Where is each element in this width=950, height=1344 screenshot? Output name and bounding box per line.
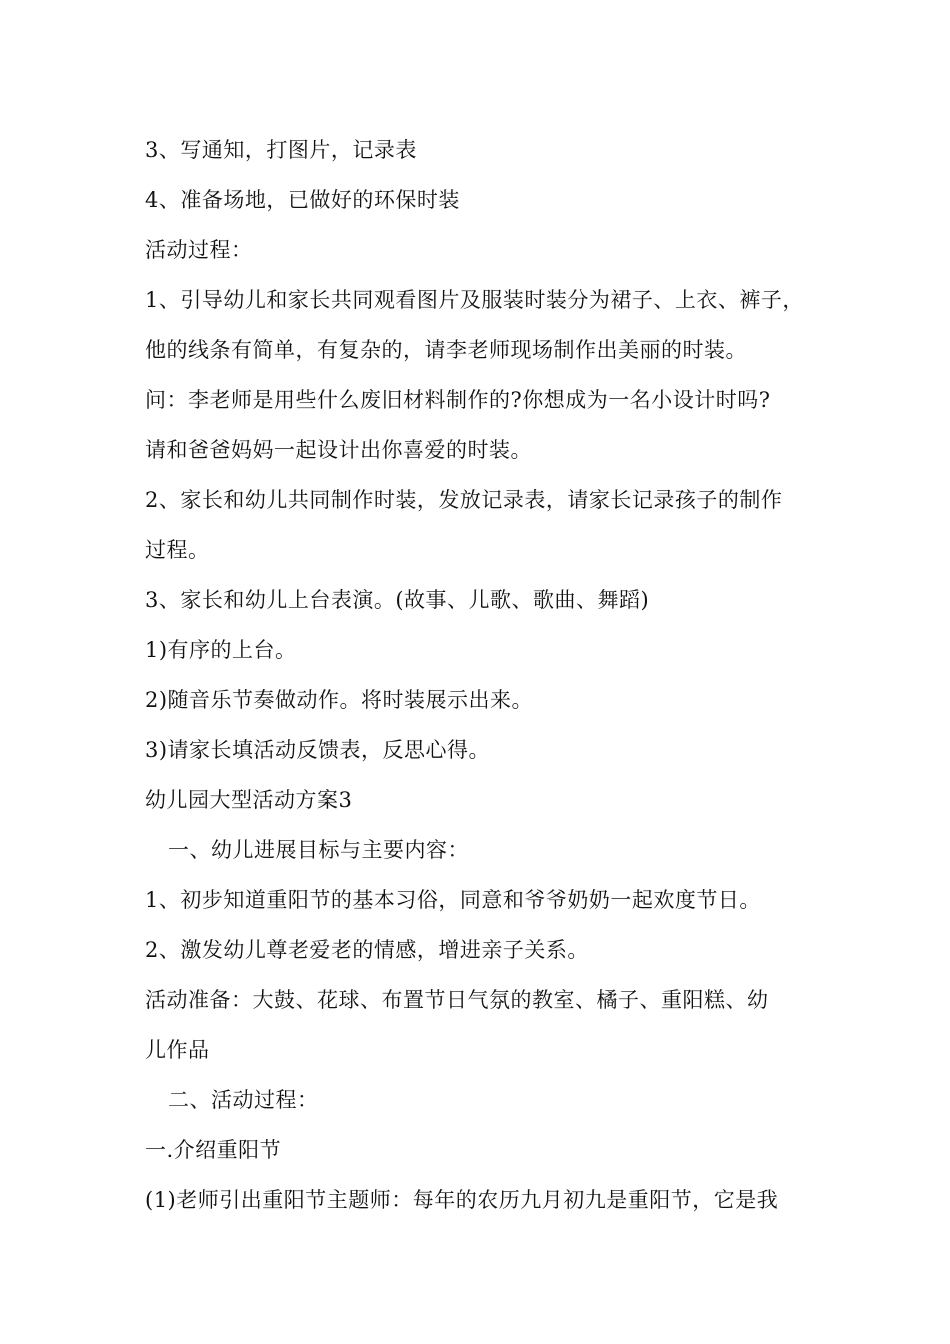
text-line: 儿作品 — [145, 1038, 210, 1062]
text-line: 活动准备：大鼓、花球、布置节日气氛的教室、橘子、重阳糕、幼 — [145, 988, 769, 1012]
text-line: 请和爸爸妈妈一起设计出你喜爱的时装。 — [145, 438, 532, 462]
text-line: 3)请家长填活动反馈表，反思心得。 — [145, 738, 491, 762]
text-line: 过程。 — [145, 538, 210, 562]
section-heading: 一、幼儿进展目标与主要内容： — [168, 838, 469, 862]
text-line: 1、初步知道重阳节的基本习俗，同意和爷爷奶奶一起欢度节日。 — [145, 888, 761, 912]
text-line: 2)随音乐节奏做动作。将时装展示出来。 — [145, 688, 534, 712]
text-line: 2、家长和幼儿共同制作时装，发放记录表，请家长记录孩子的制作 — [145, 488, 783, 512]
text-line: 问：李老师是用些什么废旧材料制作的?你想成为一名小设计时吗? — [145, 388, 771, 412]
text-line: 4、准备场地，已做好的环保时装 — [145, 188, 460, 212]
subsection-heading: 一.介绍重阳节 — [145, 1138, 282, 1162]
text-line: 3、写通知，打图片，记录表 — [145, 138, 417, 162]
section-title: 幼儿园大型活动方案3 — [145, 788, 353, 812]
text-line: 他的线条有简单，有复杂的，请李老师现场制作出美丽的时装。 — [145, 338, 747, 362]
section-heading: 活动过程： — [145, 238, 253, 262]
section-heading: 二、活动过程： — [168, 1088, 319, 1112]
text-line: 1、引导幼儿和家长共同观看图片及服装时装分为裙子、上衣、裤子， — [145, 288, 804, 312]
text-line: (1)老师引出重阳节主题师：每年的农历九月初九是重阳节，它是我 — [145, 1188, 779, 1212]
text-line: 1)有序的上台。 — [145, 638, 297, 662]
text-line: 3、家长和幼儿上台表演。(故事、儿歌、歌曲、舞蹈) — [145, 588, 650, 612]
text-line: 2、激发幼儿尊老爱老的情感，增进亲子关系。 — [145, 938, 589, 962]
